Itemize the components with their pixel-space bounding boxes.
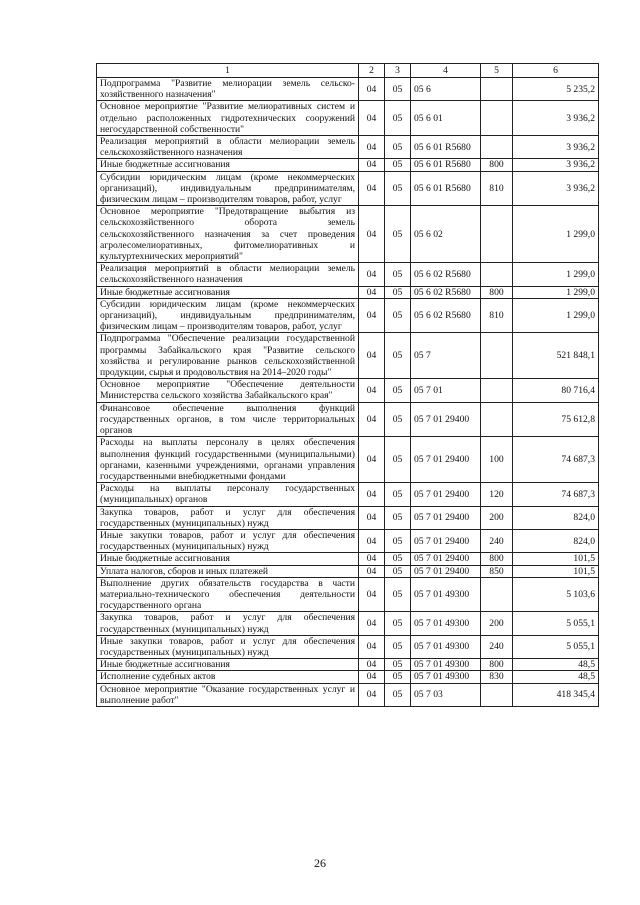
budget-table (96, 63, 599, 707)
column-header: 3 (385, 64, 411, 78)
column-header: 6 (513, 64, 599, 78)
amount-cell: 1 299,0 (513, 263, 599, 286)
section-code-cell: 04 (359, 635, 385, 658)
expense-type-cell: 800 (481, 159, 513, 171)
section-code-cell: 04 (359, 683, 385, 706)
item-name-cell: Закупка товаров, работ и услуг для обеспечения государственных (муниципальных) нужд (97, 506, 359, 529)
expense-type-cell: 850 (481, 565, 513, 577)
target-article-cell: 05 6 01 R5680 (411, 159, 481, 171)
target-article-cell: 05 6 (411, 78, 481, 101)
item-name-cell: Уплата налогов, сборов и иных платежей (97, 565, 359, 577)
item-name-cell: Иные закупки товаров, работ и услуг для обеспечения государственных (муниципальных) нужд (97, 529, 359, 552)
amount-cell: 3 936,2 (513, 101, 599, 136)
target-article-cell: 05 7 01 29400 (411, 483, 481, 506)
target-article-cell: 05 6 01 R5680 (411, 171, 481, 206)
item-name-cell: Подпрограмма "Обеспечение реализации государственной программы Забайкальского края "Развитие сельского хозяйства и регулирование рынков сельскохозяйственной продукции, сырья и продовольствия на 2014–2020 годы" (97, 333, 359, 379)
amount-cell: 74 687,3 (513, 483, 599, 506)
target-article-cell: 05 7 01 29400 (411, 565, 481, 577)
item-name-cell: Иные закупки товаров, работ и услуг для обеспечения государственных (муниципальных) нужд (97, 635, 359, 658)
target-article-cell: 05 6 02 R5680 (411, 263, 481, 286)
table-row (97, 659, 599, 671)
expense-type-cell: 810 (481, 298, 513, 333)
amount-cell: 101,5 (513, 565, 599, 577)
expense-type-cell: 240 (481, 529, 513, 552)
subsection-code-cell: 05 (385, 483, 411, 506)
target-article-cell: 05 7 01 29400 (411, 529, 481, 552)
table-row (97, 136, 599, 159)
amount-cell: 521 848,1 (513, 333, 599, 379)
amount-cell: 80 716,4 (513, 379, 599, 402)
amount-cell: 1 299,0 (513, 286, 599, 298)
expense-type-cell (481, 402, 513, 437)
target-article-cell: 05 7 01 49300 (411, 671, 481, 683)
table-header-row (97, 64, 599, 78)
target-article-cell: 05 7 01 49300 (411, 612, 481, 635)
amount-cell: 1 299,0 (513, 298, 599, 333)
section-code-cell: 04 (359, 136, 385, 159)
page-number: 26 (314, 856, 326, 870)
expense-type-cell: 810 (481, 171, 513, 206)
table-row (97, 333, 599, 379)
item-name-cell: Основное мероприятие "Развитие мелиоративных систем и отдельно расположенных гидротехнических сооружений негосударственной собственности" (97, 101, 359, 136)
subsection-code-cell: 05 (385, 286, 411, 298)
item-name-cell: Иные бюджетные ассигнования (97, 159, 359, 171)
section-code-cell: 04 (359, 263, 385, 286)
target-article-cell: 05 6 02 R5680 (411, 298, 481, 333)
column-header: 4 (411, 64, 481, 78)
expense-type-cell: 800 (481, 286, 513, 298)
table-row (97, 402, 599, 437)
amount-cell: 418 345,4 (513, 683, 599, 706)
expense-type-cell (481, 577, 513, 612)
expense-type-cell (481, 101, 513, 136)
subsection-code-cell: 05 (385, 437, 411, 483)
amount-cell: 1 299,0 (513, 206, 599, 263)
expense-type-cell: 830 (481, 671, 513, 683)
subsection-code-cell: 05 (385, 683, 411, 706)
table-row (97, 553, 599, 565)
table-row (97, 379, 599, 402)
section-code-cell: 04 (359, 402, 385, 437)
item-name-cell: Основное мероприятие "Обеспечение деятельности Министерства сельского хозяйства Забайкальского края" (97, 379, 359, 402)
subsection-code-cell: 05 (385, 101, 411, 136)
item-name-cell: Расходы на выплаты персоналу в целях обеспечения выполнения функций государственными (муниципальными) органами, казенными учреждениями, органами управления государственными внебюджетными фондами (97, 437, 359, 483)
amount-cell: 5 235,2 (513, 78, 599, 101)
item-name-cell: Основное мероприятие "Оказание государственных услуг и выполнение работ" (97, 683, 359, 706)
expense-type-cell: 120 (481, 483, 513, 506)
expense-type-cell (481, 683, 513, 706)
subsection-code-cell: 05 (385, 379, 411, 402)
table-row (97, 612, 599, 635)
target-article-cell: 05 7 03 (411, 683, 481, 706)
section-code-cell: 04 (359, 171, 385, 206)
section-code-cell: 04 (359, 529, 385, 552)
section-code-cell: 04 (359, 577, 385, 612)
expense-type-cell: 200 (481, 612, 513, 635)
expense-type-cell: 200 (481, 506, 513, 529)
table-row (97, 671, 599, 683)
amount-cell: 3 936,2 (513, 136, 599, 159)
subsection-code-cell: 05 (385, 78, 411, 101)
section-code-cell: 04 (359, 437, 385, 483)
subsection-code-cell: 05 (385, 529, 411, 552)
amount-cell: 101,5 (513, 553, 599, 565)
table-row (97, 577, 599, 612)
subsection-code-cell: 05 (385, 263, 411, 286)
table-body (97, 78, 599, 707)
subsection-code-cell: 05 (385, 553, 411, 565)
section-code-cell: 04 (359, 159, 385, 171)
table-row (97, 263, 599, 286)
expense-type-cell (481, 379, 513, 402)
table-row (97, 506, 599, 529)
expense-type-cell: 100 (481, 437, 513, 483)
table-row (97, 298, 599, 333)
table-row (97, 565, 599, 577)
expense-type-cell: 800 (481, 659, 513, 671)
subsection-code-cell: 05 (385, 333, 411, 379)
expense-type-cell: 240 (481, 635, 513, 658)
expense-type-cell (481, 263, 513, 286)
amount-cell: 48,5 (513, 671, 599, 683)
target-article-cell: 05 7 (411, 333, 481, 379)
column-header: 5 (481, 64, 513, 78)
section-code-cell: 04 (359, 298, 385, 333)
subsection-code-cell: 05 (385, 635, 411, 658)
item-name-cell: Субсидии юридическим лицам (кроме некоммерческих организаций), индивидуальным предпринимателям, физическим лицам – производителям товаров, работ, услуг (97, 298, 359, 333)
section-code-cell: 04 (359, 553, 385, 565)
expense-type-cell (481, 78, 513, 101)
item-name-cell: Иные бюджетные ассигнования (97, 659, 359, 671)
amount-cell: 5 055,1 (513, 612, 599, 635)
section-code-cell: 04 (359, 286, 385, 298)
target-article-cell: 05 7 01 29400 (411, 506, 481, 529)
section-code-cell: 04 (359, 671, 385, 683)
item-name-cell: Иные бюджетные ассигнования (97, 286, 359, 298)
amount-cell: 824,0 (513, 506, 599, 529)
subsection-code-cell: 05 (385, 402, 411, 437)
expense-type-cell (481, 333, 513, 379)
item-name-cell: Финансовое обеспечение выполнения функций государственных органов, в том числе территориальных органов (97, 402, 359, 437)
expense-type-cell (481, 206, 513, 263)
subsection-code-cell: 05 (385, 671, 411, 683)
item-name-cell: Иные бюджетные ассигнования (97, 553, 359, 565)
subsection-code-cell: 05 (385, 565, 411, 577)
table-row (97, 683, 599, 706)
subsection-code-cell: 05 (385, 577, 411, 612)
table-row (97, 159, 599, 171)
target-article-cell: 05 7 01 49300 (411, 577, 481, 612)
target-article-cell: 05 7 01 49300 (411, 659, 481, 671)
target-article-cell: 05 7 01 49300 (411, 635, 481, 658)
subsection-code-cell: 05 (385, 206, 411, 263)
item-name-cell: Выполнение других обязательств государства в части материально-технического обеспечения деятельности государственного органа (97, 577, 359, 612)
section-code-cell: 04 (359, 483, 385, 506)
section-code-cell: 04 (359, 101, 385, 136)
expense-type-cell: 800 (481, 553, 513, 565)
amount-cell: 3 936,2 (513, 171, 599, 206)
column-header: 2 (359, 64, 385, 78)
section-code-cell: 04 (359, 333, 385, 379)
expense-type-cell (481, 136, 513, 159)
target-article-cell: 05 6 01 (411, 101, 481, 136)
section-code-cell: 04 (359, 78, 385, 101)
target-article-cell: 05 7 01 29400 (411, 402, 481, 437)
item-name-cell: Субсидии юридическим лицам (кроме некоммерческих организаций), индивидуальным предпринимателям, физическим лицам – производителям товаров, работ, услуг (97, 171, 359, 206)
section-code-cell: 04 (359, 659, 385, 671)
target-article-cell: 05 7 01 29400 (411, 437, 481, 483)
subsection-code-cell: 05 (385, 506, 411, 529)
section-code-cell: 04 (359, 206, 385, 263)
subsection-code-cell: 05 (385, 298, 411, 333)
subsection-code-cell: 05 (385, 159, 411, 171)
subsection-code-cell: 05 (385, 171, 411, 206)
table-row (97, 635, 599, 658)
table-row (97, 437, 599, 483)
item-name-cell: Подпрограмма "Развитие мелиорации земель сельско-хозяйственного назначения" (97, 78, 359, 101)
item-name-cell: Реализация мероприятий в области мелиорации земель сельскохозяйственного назначения (97, 263, 359, 286)
table-row (97, 101, 599, 136)
item-name-cell: Закупка товаров, работ и услуг для обеспечения государственных (муниципальных) нужд (97, 612, 359, 635)
amount-cell: 5 103,6 (513, 577, 599, 612)
table-row (97, 483, 599, 506)
item-name-cell: Реализация мероприятий в области мелиорации земель сельскохозяйственного назначения (97, 136, 359, 159)
target-article-cell: 05 7 01 29400 (411, 553, 481, 565)
table-row (97, 171, 599, 206)
item-name-cell: Исполнение судебных актов (97, 671, 359, 683)
table-row (97, 206, 599, 263)
target-article-cell: 05 6 02 R5680 (411, 286, 481, 298)
table-row (97, 78, 599, 101)
amount-cell: 75 612,8 (513, 402, 599, 437)
section-code-cell: 04 (359, 612, 385, 635)
subsection-code-cell: 05 (385, 136, 411, 159)
subsection-code-cell: 05 (385, 612, 411, 635)
table-row (97, 286, 599, 298)
section-code-cell: 04 (359, 506, 385, 529)
amount-cell: 74 687,3 (513, 437, 599, 483)
column-header: 1 (97, 64, 359, 78)
amount-cell: 48,5 (513, 659, 599, 671)
target-article-cell: 05 7 01 (411, 379, 481, 402)
amount-cell: 3 936,2 (513, 159, 599, 171)
target-article-cell: 05 6 02 (411, 206, 481, 263)
amount-cell: 824,0 (513, 529, 599, 552)
item-name-cell: Расходы на выплаты персоналу государственных (муниципальных) органов (97, 483, 359, 506)
amount-cell: 5 055,1 (513, 635, 599, 658)
table-row (97, 529, 599, 552)
section-code-cell: 04 (359, 379, 385, 402)
subsection-code-cell: 05 (385, 659, 411, 671)
section-code-cell: 04 (359, 565, 385, 577)
item-name-cell: Основное мероприятие "Предотвращение выбытия из сельскохозяйственного оборота земель сельскохозяйственного назначения за счет проведения агролесомелиоративных, фитомелиоративных и культуртехнических мероприятий" (97, 206, 359, 263)
target-article-cell: 05 6 01 R5680 (411, 136, 481, 159)
